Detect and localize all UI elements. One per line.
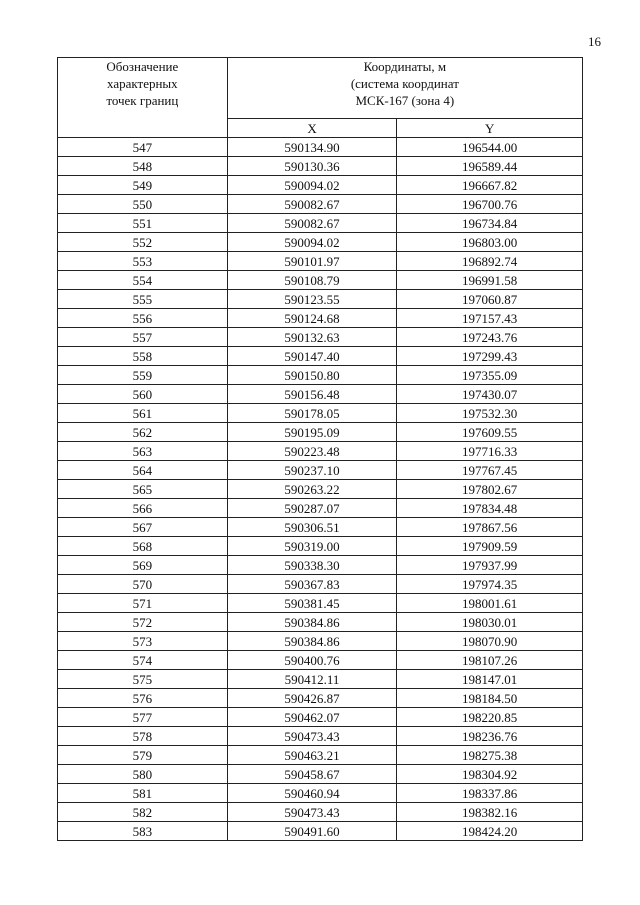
table-row [58,442,583,461]
y-coordinate-cell: 197802.67 [397,480,583,499]
x-coordinate-cell: 590473.43 [227,727,397,746]
point-number-cell: 556 [58,309,228,328]
point-number-cell: 574 [58,651,228,670]
table-row [58,347,583,366]
point-number-cell: 576 [58,689,228,708]
x-coordinate-cell: 590132.63 [227,328,397,347]
y-coordinate-cell: 197974.35 [397,575,583,594]
y-coordinate-cell: 197157.43 [397,309,583,328]
table-row [58,632,583,651]
table-row [58,822,583,841]
y-coordinate-cell: 197430.07 [397,385,583,404]
x-coordinate-cell: 590458.67 [227,765,397,784]
table-row [58,670,583,689]
table-row [58,556,583,575]
y-coordinate-cell: 198275.38 [397,746,583,765]
x-coordinate-cell: 590306.51 [227,518,397,537]
header-x: X [227,119,397,138]
y-coordinate-cell: 197937.99 [397,556,583,575]
point-number-cell: 567 [58,518,228,537]
table-body [58,138,583,841]
y-coordinate-cell: 198001.61 [397,594,583,613]
y-coordinate-cell: 196892.74 [397,252,583,271]
y-coordinate-cell: 198236.76 [397,727,583,746]
x-coordinate-cell: 590237.10 [227,461,397,480]
x-coordinate-cell: 590319.00 [227,537,397,556]
point-number-cell: 553 [58,252,228,271]
x-coordinate-cell: 590381.45 [227,594,397,613]
y-coordinate-cell: 196544.00 [397,138,583,157]
table-row [58,784,583,803]
x-coordinate-cell: 590134.90 [227,138,397,157]
table-row [58,537,583,556]
x-coordinate-cell: 590108.79 [227,271,397,290]
x-coordinate-cell: 590094.02 [227,176,397,195]
coordinates-table [57,57,583,841]
point-number-cell: 554 [58,271,228,290]
table-row [58,157,583,176]
point-number-cell: 565 [58,480,228,499]
point-number-cell: 579 [58,746,228,765]
point-number-cell: 557 [58,328,228,347]
x-coordinate-cell: 590101.97 [227,252,397,271]
table-row [58,765,583,784]
point-number-cell: 583 [58,822,228,841]
x-coordinate-cell: 590223.48 [227,442,397,461]
point-number-cell: 563 [58,442,228,461]
table-row [58,594,583,613]
y-coordinate-cell: 198030.01 [397,613,583,632]
point-number-cell: 560 [58,385,228,404]
header-point-designation: Обозначение характерных точек границ [58,58,228,138]
x-coordinate-cell: 590384.86 [227,613,397,632]
x-coordinate-cell: 590462.07 [227,708,397,727]
point-number-cell: 559 [58,366,228,385]
x-coordinate-cell: 590094.02 [227,233,397,252]
x-coordinate-cell: 590263.22 [227,480,397,499]
x-coordinate-cell: 590463.21 [227,746,397,765]
point-number-cell: 580 [58,765,228,784]
x-coordinate-cell: 590124.68 [227,309,397,328]
x-coordinate-cell: 590150.80 [227,366,397,385]
y-coordinate-cell: 197243.76 [397,328,583,347]
table-row [58,309,583,328]
table-row [58,385,583,404]
point-number-cell: 566 [58,499,228,518]
y-coordinate-cell: 197909.59 [397,537,583,556]
point-number-cell: 575 [58,670,228,689]
table-row [58,803,583,822]
x-coordinate-cell: 590460.94 [227,784,397,803]
point-number-cell: 555 [58,290,228,309]
y-coordinate-cell: 198382.16 [397,803,583,822]
header-y: Y [397,119,583,138]
y-coordinate-cell: 198220.85 [397,708,583,727]
x-coordinate-cell: 590082.67 [227,214,397,233]
table-row [58,461,583,480]
y-coordinate-cell: 197834.48 [397,499,583,518]
point-number-cell: 551 [58,214,228,233]
x-coordinate-cell: 590338.30 [227,556,397,575]
point-number-cell: 549 [58,176,228,195]
point-number-cell: 568 [58,537,228,556]
table-row [58,252,583,271]
y-coordinate-cell: 198184.50 [397,689,583,708]
header-coordinates: Координаты, м (система координат МСК-167 (зона 4) [227,58,582,119]
table-row [58,651,583,670]
point-number-cell: 577 [58,708,228,727]
y-coordinate-cell: 196991.58 [397,271,583,290]
point-number-cell: 561 [58,404,228,423]
table-row [58,290,583,309]
x-coordinate-cell: 590400.76 [227,651,397,670]
point-number-cell: 571 [58,594,228,613]
x-coordinate-cell: 590426.87 [227,689,397,708]
table-row [58,138,583,157]
y-coordinate-cell: 196803.00 [397,233,583,252]
y-coordinate-cell: 198147.01 [397,670,583,689]
point-number-cell: 578 [58,727,228,746]
x-coordinate-cell: 590130.36 [227,157,397,176]
table-row [58,176,583,195]
y-coordinate-cell: 197716.33 [397,442,583,461]
point-number-cell: 547 [58,138,228,157]
table-row [58,214,583,233]
x-coordinate-cell: 590178.05 [227,404,397,423]
y-coordinate-cell: 197867.56 [397,518,583,537]
point-number-cell: 550 [58,195,228,214]
point-number-cell: 582 [58,803,228,822]
point-number-cell: 569 [58,556,228,575]
y-coordinate-cell: 198424.20 [397,822,583,841]
point-number-cell: 552 [58,233,228,252]
y-coordinate-cell: 196734.84 [397,214,583,233]
x-coordinate-cell: 590195.09 [227,423,397,442]
table-row [58,366,583,385]
point-number-cell: 570 [58,575,228,594]
table-row [58,518,583,537]
x-coordinate-cell: 590491.60 [227,822,397,841]
table-row [58,613,583,632]
page-number: 16 [588,34,601,49]
table-row [58,689,583,708]
table-row [58,708,583,727]
y-coordinate-cell: 196589.44 [397,157,583,176]
x-coordinate-cell: 590082.67 [227,195,397,214]
x-coordinate-cell: 590412.11 [227,670,397,689]
y-coordinate-cell: 198304.92 [397,765,583,784]
point-number-cell: 562 [58,423,228,442]
table-row [58,727,583,746]
table-row [58,233,583,252]
x-coordinate-cell: 590156.48 [227,385,397,404]
table-row [58,746,583,765]
y-coordinate-cell: 197355.09 [397,366,583,385]
point-number-cell: 573 [58,632,228,651]
table-row [58,404,583,423]
point-number-cell: 572 [58,613,228,632]
y-coordinate-cell: 197767.45 [397,461,583,480]
x-coordinate-cell: 590123.55 [227,290,397,309]
y-coordinate-cell: 197299.43 [397,347,583,366]
table-row [58,480,583,499]
table-row [58,423,583,442]
y-coordinate-cell: 197060.87 [397,290,583,309]
x-coordinate-cell: 590473.43 [227,803,397,822]
x-coordinate-cell: 590367.83 [227,575,397,594]
y-coordinate-cell: 198107.26 [397,651,583,670]
y-coordinate-cell: 197609.55 [397,423,583,442]
table-row [58,499,583,518]
x-coordinate-cell: 590147.40 [227,347,397,366]
y-coordinate-cell: 197532.30 [397,404,583,423]
y-coordinate-cell: 196667.82 [397,176,583,195]
point-number-cell: 564 [58,461,228,480]
table-row [58,195,583,214]
table-row [58,328,583,347]
point-number-cell: 581 [58,784,228,803]
table-row [58,271,583,290]
point-number-cell: 558 [58,347,228,366]
y-coordinate-cell: 196700.76 [397,195,583,214]
y-coordinate-cell: 198337.86 [397,784,583,803]
y-coordinate-cell: 198070.90 [397,632,583,651]
x-coordinate-cell: 590287.07 [227,499,397,518]
x-coordinate-cell: 590384.86 [227,632,397,651]
table-row [58,575,583,594]
point-number-cell: 548 [58,157,228,176]
